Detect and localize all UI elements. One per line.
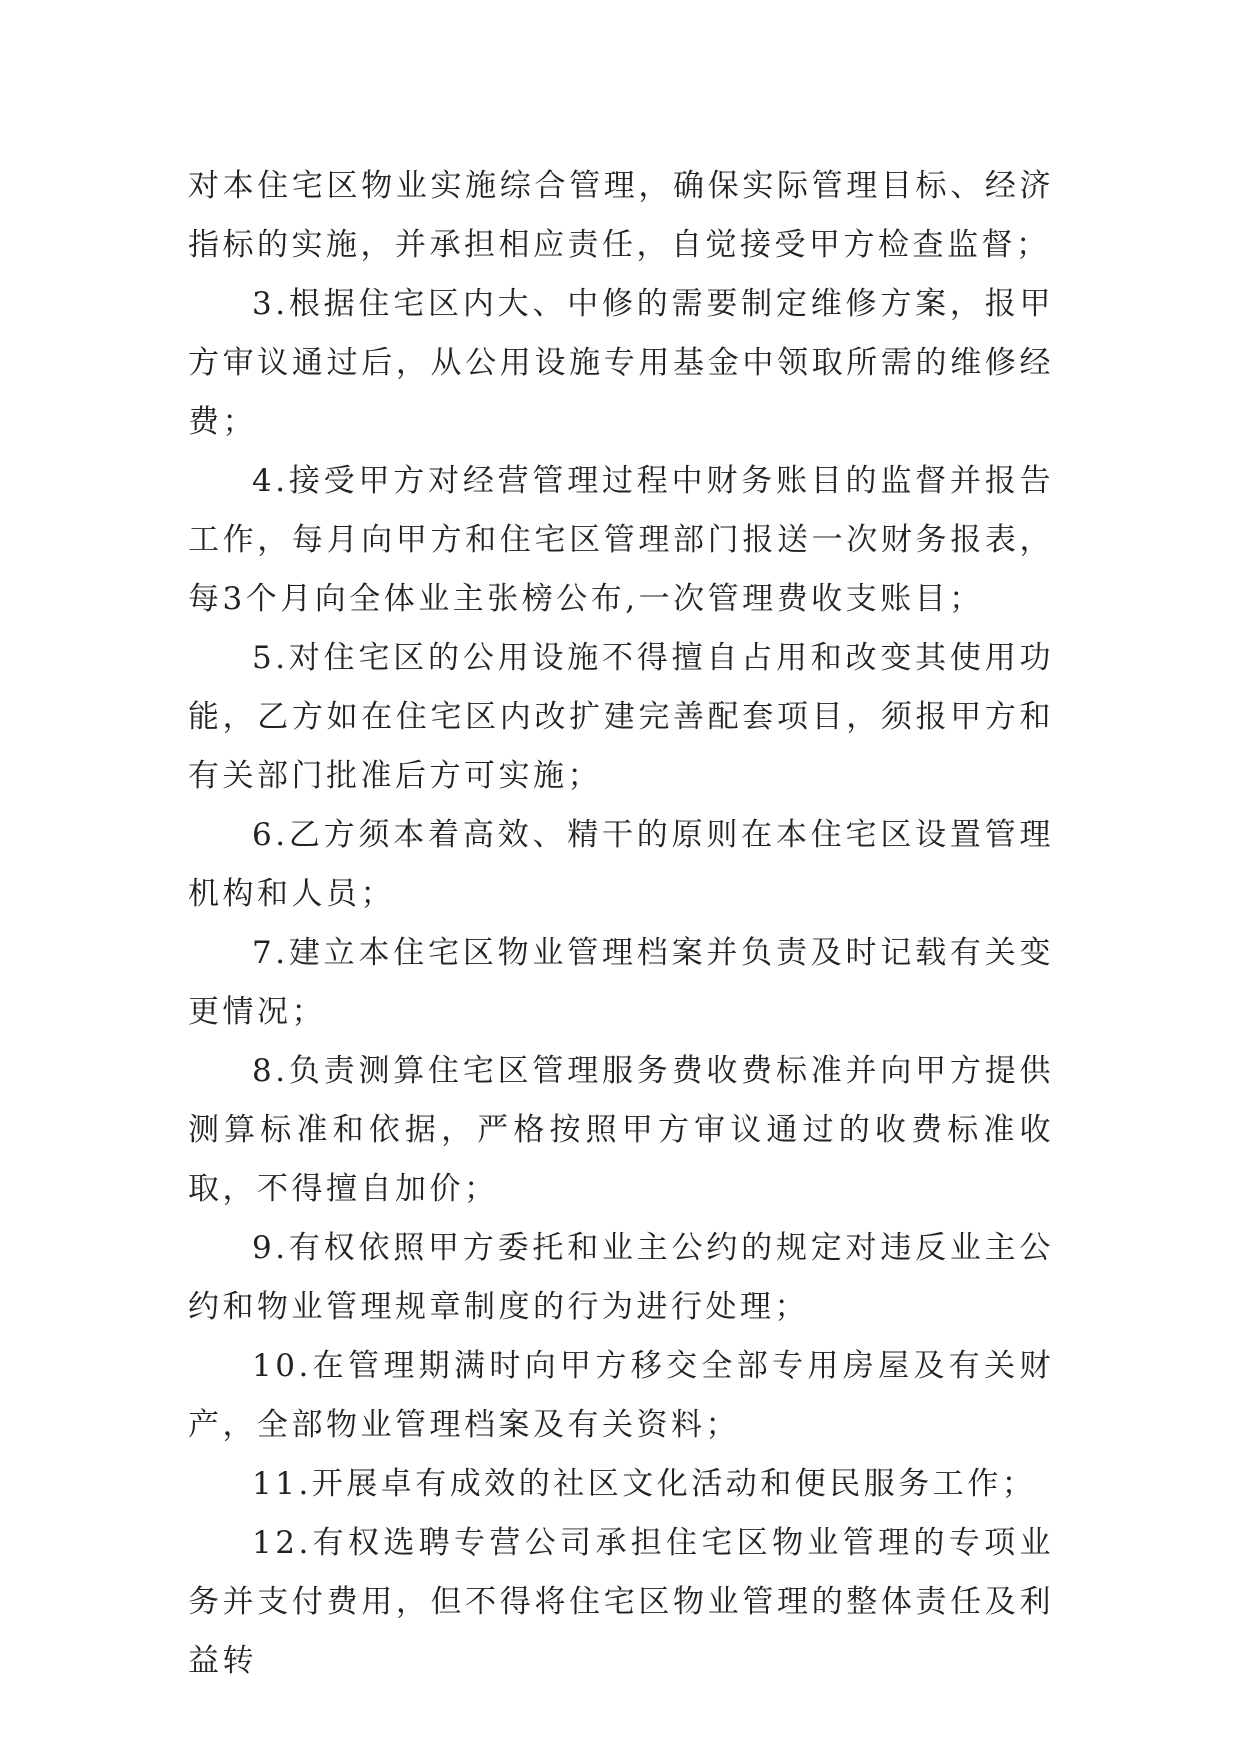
- paragraph-item-9: 9.有权依照甲方委托和业主公约的规定对违反业主公约和物业管理规章制度的行为进行处理；: [188, 1230, 1054, 1325]
- document-body: [188, 157, 1054, 1691]
- paragraph-item-7: 7.建立本住宅区物业管理档案并负责及时记载有关变更情况；: [188, 935, 1054, 1030]
- paragraph-item-11: 11.开展卓有成效的社区文化活动和便民服务工作；: [252, 1466, 1037, 1502]
- paragraph-continuation: 对本住宅区物业实施综合管理，确保实际管理目标、经济指标的实施，并承担相应责任，自觉接受甲方检查监督；: [188, 168, 1054, 263]
- paragraph-item-3: 3.根据住宅区内大、中修的需要制定维修方案，报甲方审议通过后，从公用设施专用基金中领取所需的维修经费；: [188, 286, 1054, 440]
- paragraph-item-6: 6.乙方须本着高效、精干的原则在本住宅区设置管理机构和人员；: [188, 817, 1054, 912]
- paragraph-item-4: 4.接受甲方对经营管理过程中财务账目的监督并报告工作，每月向甲方和住宅区管理部门报送一次财务报表，每3个月向全体业主张榜公布,一次管理费收支账目；: [188, 463, 1054, 617]
- paragraph-item-12: 12.有权选聘专营公司承担住宅区物业管理的专项业务并支付费用，但不得将住宅区物业管理的整体责任及利益转: [188, 1525, 1054, 1679]
- paragraph-item-8: 8.负责测算住宅区管理服务费收费标准并向甲方提供测算标准和依据，严格按照甲方审议通过的收费标准收取，不得擅自加价；: [188, 1053, 1054, 1207]
- paragraph-item-10: 10.在管理期满时向甲方移交全部专用房屋及有关财产，全部物业管理档案及有关资料；: [188, 1348, 1054, 1443]
- paragraph-item-5: 5.对住宅区的公用设施不得擅自占用和改变其使用功能，乙方如在住宅区内改扩建完善配套项目，须报甲方和有关部门批准后方可实施；: [188, 640, 1054, 794]
